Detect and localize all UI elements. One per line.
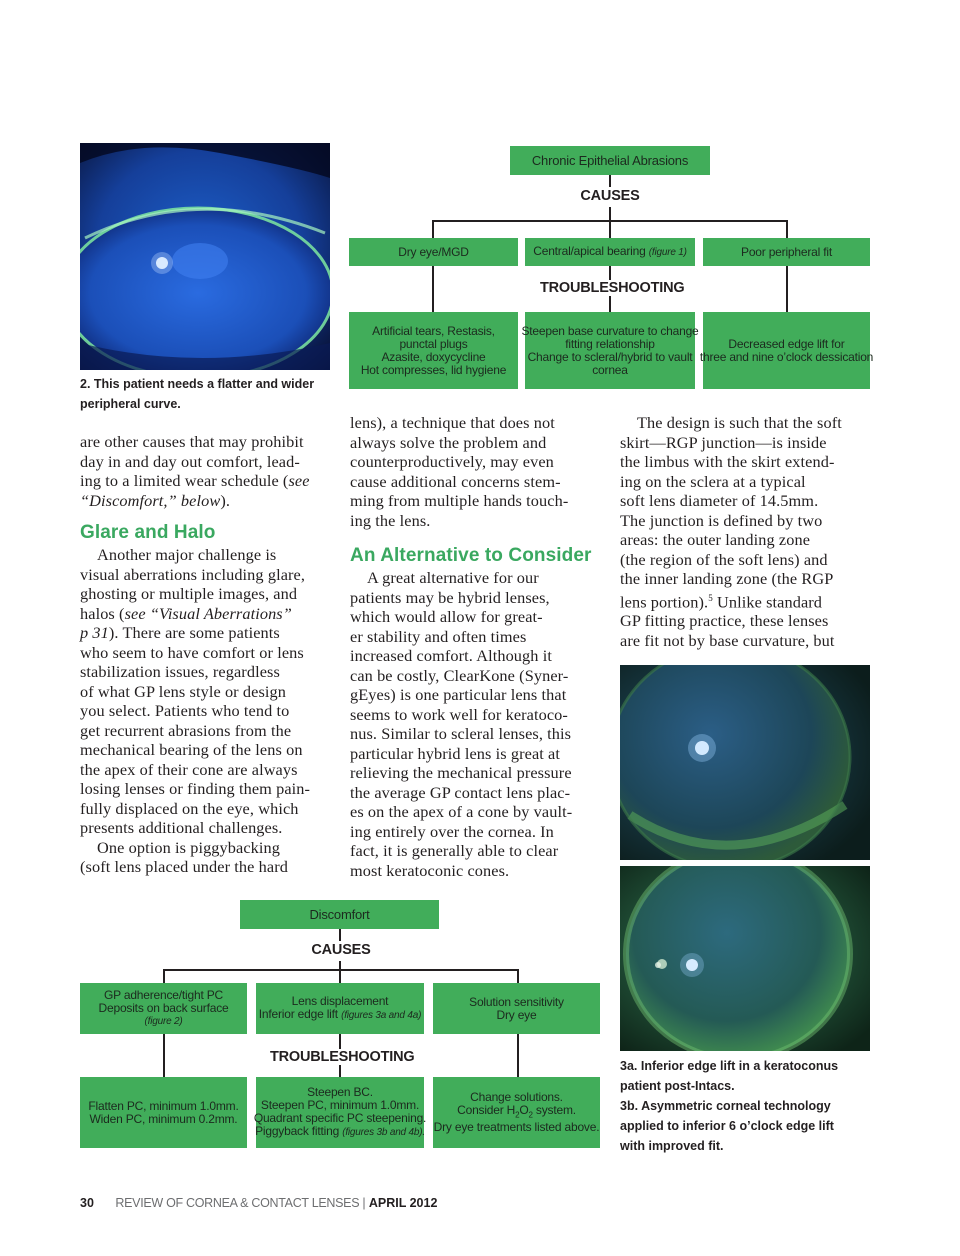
column-3 <box>620 413 880 650</box>
connector <box>339 969 341 983</box>
footnote-reference[interactable]: 5 <box>708 592 713 603</box>
connector <box>432 220 434 238</box>
cross-reference: “Discomfort,” below <box>80 490 221 510</box>
figure-2-photo <box>80 143 330 370</box>
flow-box-cause-gp-adherence <box>80 983 247 1034</box>
flow-box-fix-gp-adherence <box>80 1077 247 1148</box>
figure-reference: (figures 3b and 4b). <box>342 1127 425 1138</box>
figure-3-caption <box>620 1056 880 1156</box>
flow-text <box>457 1104 576 1121</box>
cross-reference: see “Visual Aberrations” <box>124 603 292 623</box>
flow-box-discomfort-title <box>240 900 439 929</box>
text-line: the average GP contact lens plac- <box>350 782 571 802</box>
cross-reference: p 31 <box>80 623 109 642</box>
flow-text: Dry eye treatments listed above. <box>433 1120 600 1135</box>
section-heading-alternative: An Alternative to Consider <box>350 545 592 566</box>
flow-text: Piggyback fitting <box>255 1124 340 1138</box>
flow-text: punctal plugs <box>399 336 468 351</box>
publication-name: REVIEW OF CORNEA & CONTACT LENSES | <box>115 1196 366 1210</box>
text-line: mechanical bearing of the lens on <box>80 740 303 759</box>
text-line <box>80 623 340 643</box>
flow-text: Steepen base curvature to change <box>521 323 699 338</box>
text-line: areas: the outer landing zone <box>620 530 811 549</box>
connector <box>163 969 165 983</box>
text-line <box>620 589 880 612</box>
flow-text <box>259 1008 421 1022</box>
connector <box>163 969 518 971</box>
text-line: One option is piggybacking <box>97 837 281 857</box>
text-line: are fit not by base curvature, but <box>620 630 835 650</box>
text-line: es on the apex of a cone by vault- <box>350 802 573 821</box>
text-line: always solve the problem and <box>350 432 547 452</box>
subscript: 2 <box>515 1110 520 1120</box>
text-line: er stability and often times <box>350 626 527 646</box>
connector <box>609 220 611 238</box>
text-line: soft lens diameter of 14.5mm. <box>620 491 819 510</box>
text-line: nus. Similar to scleral lenses, this <box>350 724 572 743</box>
flow-text: Solution sensitivity <box>469 994 564 1009</box>
text-span: ing to a limited wear schedule ( <box>80 471 289 490</box>
text-line: the apex of their cone are always <box>80 759 298 779</box>
text-line: visual aberrations including glare, <box>80 564 306 584</box>
text-line: Another major challenge is <box>97 545 277 564</box>
flow-text: O <box>519 1102 529 1117</box>
text-line: day in and day out comfort, lead- <box>80 451 300 471</box>
flow-text: fitting relationship <box>565 336 655 351</box>
page-footer <box>80 1196 437 1210</box>
flow-text: Chronic Epithelial Abrasions <box>531 153 689 168</box>
text-span: ). There are some patients <box>108 623 280 642</box>
flow-box-cause-solution-sensitivity <box>433 983 600 1034</box>
text-line: fact, it is generally able to clear <box>350 841 559 860</box>
flow-text: Dry eye <box>496 1007 537 1022</box>
text-span: ). <box>220 490 231 510</box>
text-line: seems to work well for keratoco- <box>350 704 568 724</box>
connector <box>339 929 341 941</box>
text-line: stabilization issues, regardless <box>80 662 280 681</box>
flow-box-cause-peripheral-fit <box>703 238 870 266</box>
connector <box>163 1034 165 1077</box>
flow-box-fix-dry-eye <box>349 312 518 389</box>
flow-text: Inferior edge lift <box>258 1007 338 1021</box>
text-line: patients may be hybrid lenses, <box>350 587 550 607</box>
flow-box-fix-solution-sensitivity <box>433 1077 600 1148</box>
text-line: increased comfort. Although it <box>350 646 552 665</box>
flow-box-fix-apical-bearing <box>521 312 699 389</box>
text-line: The junction is defined by two <box>620 510 823 530</box>
figure-2-caption-line: 2. This patient needs a flatter and wider <box>80 377 315 391</box>
flow-text: Hot compresses, lid hygiene <box>360 362 507 377</box>
connector <box>786 266 788 312</box>
text-line: GP fitting practice, these lenses <box>620 611 829 631</box>
flow-box-abrasions-title <box>510 146 710 175</box>
flow-text: Decreased edge lift for <box>728 336 845 351</box>
text-line: The design is such that the soft <box>637 413 842 432</box>
figure-3b-photo <box>620 866 870 1051</box>
flow-box-cause-dry-eye <box>349 238 518 266</box>
text-line: of what GP lens style or design <box>80 681 286 701</box>
text-line: particular hybrid lens is great at <box>350 743 561 763</box>
text-line: the limbus with the skirt extend- <box>620 452 835 471</box>
connector <box>786 220 788 238</box>
text-line: most keratoconic cones. <box>350 860 510 880</box>
flow-text: cornea <box>592 362 628 377</box>
flow-text: Deposits on back surface <box>98 1001 229 1015</box>
flow-text: Widen PC, minimum 0.2mm. <box>89 1111 238 1126</box>
text-line: gEyes) is one particular lens that <box>350 685 567 704</box>
text-line: (soft lens placed under the hard <box>80 857 288 876</box>
flow-text: three and nine o’clock dessication <box>699 349 874 364</box>
flow-text: Quadrant specific PC steepening. <box>253 1111 427 1125</box>
flow-text: GP adherence/tight PC <box>104 988 223 1002</box>
figure-3a-photo <box>620 665 870 860</box>
cross-reference: see <box>288 471 310 490</box>
connector <box>517 969 519 983</box>
text-line: can be costly, ClearKone (Syner- <box>350 665 569 685</box>
flow-label-causes: CAUSES <box>301 942 381 958</box>
figure-reference: (figure 2) <box>144 1016 183 1027</box>
figure-2-caption <box>80 374 340 414</box>
flow-label-causes: CAUSES <box>570 188 650 204</box>
flow-text: Dry eye/MGD <box>398 244 469 259</box>
text-line: get recurrent abrasions from the <box>80 720 292 740</box>
page-number: 30 <box>80 1196 94 1210</box>
connector <box>609 175 611 187</box>
flow-text <box>255 1125 425 1139</box>
text-line <box>80 604 340 624</box>
column-2 <box>350 413 610 880</box>
figure-3b-caption-line: with improved fit. <box>620 1139 724 1153</box>
flow-text: system. <box>532 1102 576 1117</box>
figure-3a-caption-line: patient post-Intacs. <box>620 1079 735 1093</box>
flow-label-troubleshooting: TROUBLESHOOTING <box>270 1049 415 1065</box>
subscript: 2 <box>528 1110 533 1120</box>
flow-text: Steepen BC. <box>307 1085 373 1099</box>
text-line: relieving the mechanical pressure <box>350 763 572 782</box>
text-line: A great alternative for our <box>367 568 539 587</box>
flow-text: Central/apical bearing <box>533 244 646 258</box>
text-line: the inner landing zone (the RGP <box>620 569 834 588</box>
figure-3a-caption-line: 3a. Inferior edge lift in a keratoconus <box>620 1059 839 1073</box>
text-line: ghosting or multiple images, and <box>80 584 298 603</box>
connector <box>517 1034 519 1077</box>
flow-box-fix-peripheral-fit <box>699 312 874 389</box>
flow-label-troubleshooting: TROUBLESHOOTING <box>540 280 685 296</box>
section-heading-glare-halo: Glare and Halo <box>80 522 216 543</box>
text-line <box>80 491 340 511</box>
text-span: lens portion). <box>620 591 709 611</box>
flow-text: Change solutions. <box>470 1089 563 1104</box>
flow-text <box>533 245 687 259</box>
figure-reference: (figures 3a and 4a) <box>341 1010 422 1021</box>
text-line: (the region of the soft lens) and <box>620 549 828 569</box>
text-span: halos ( <box>80 603 125 623</box>
text-line: are other causes that may prohibit <box>80 432 304 451</box>
column-1 <box>80 432 340 877</box>
flow-box-cause-apical-bearing <box>525 238 695 266</box>
text-line: ing on the sclera at a typical <box>620 471 806 491</box>
flow-text: Artificial tears, Restasis, <box>372 323 495 338</box>
text-line: presents additional challenges. <box>80 818 283 837</box>
figure-3b-caption-line: 3b. Asymmetric corneal technology <box>620 1099 831 1113</box>
flow-box-fix-lens-displacement <box>253 1077 427 1148</box>
flow-text: Lens displacement <box>291 994 389 1008</box>
text-line: skirt—RGP junction—is inside <box>620 432 827 452</box>
text-line: which would allow for great- <box>350 607 543 626</box>
issue-date: APRIL 2012 <box>368 1196 438 1210</box>
flow-box-cause-lens-displacement <box>256 983 424 1034</box>
text-line: ing entirely over the cornea. In <box>350 821 554 841</box>
flow-text: Poor peripheral fit <box>741 244 832 259</box>
flow-text: Consider H <box>457 1102 516 1117</box>
flow-text: Azasite, doxycycline <box>381 349 486 364</box>
flow-text: Discomfort <box>309 907 370 922</box>
flow-text: Steepen PC, minimum 1.0mm. <box>260 1098 420 1112</box>
connector <box>432 266 434 312</box>
text-line: cause additional concerns stem- <box>350 471 561 491</box>
figure-2-caption-line: peripheral curve. <box>80 397 181 411</box>
text-span: Unlike standard <box>712 591 823 611</box>
text-line: ing the lens. <box>350 510 431 530</box>
text-line: you select. Patients who tend to <box>80 701 290 720</box>
text-line <box>80 471 340 491</box>
flow-text: Flatten PC, minimum 1.0mm. <box>88 1098 239 1113</box>
text-line: losing lenses or finding them pain- <box>80 779 311 798</box>
text-line: who seem to have comfort or lens <box>80 642 304 662</box>
figure-3b-caption-line: applied to inferior 6 o’clock edge lift <box>620 1119 834 1133</box>
text-line: ming from multiple hands touch- <box>350 491 569 510</box>
figure-reference: (figure 1) <box>648 247 687 258</box>
connector <box>609 207 611 221</box>
flow-text: Change to scleral/hybrid to vault <box>527 349 693 364</box>
text-line: counterproductively, may even <box>350 452 554 471</box>
text-line: fully displaced on the eye, which <box>80 798 299 818</box>
text-line: lens), a technique that does not <box>350 413 555 432</box>
